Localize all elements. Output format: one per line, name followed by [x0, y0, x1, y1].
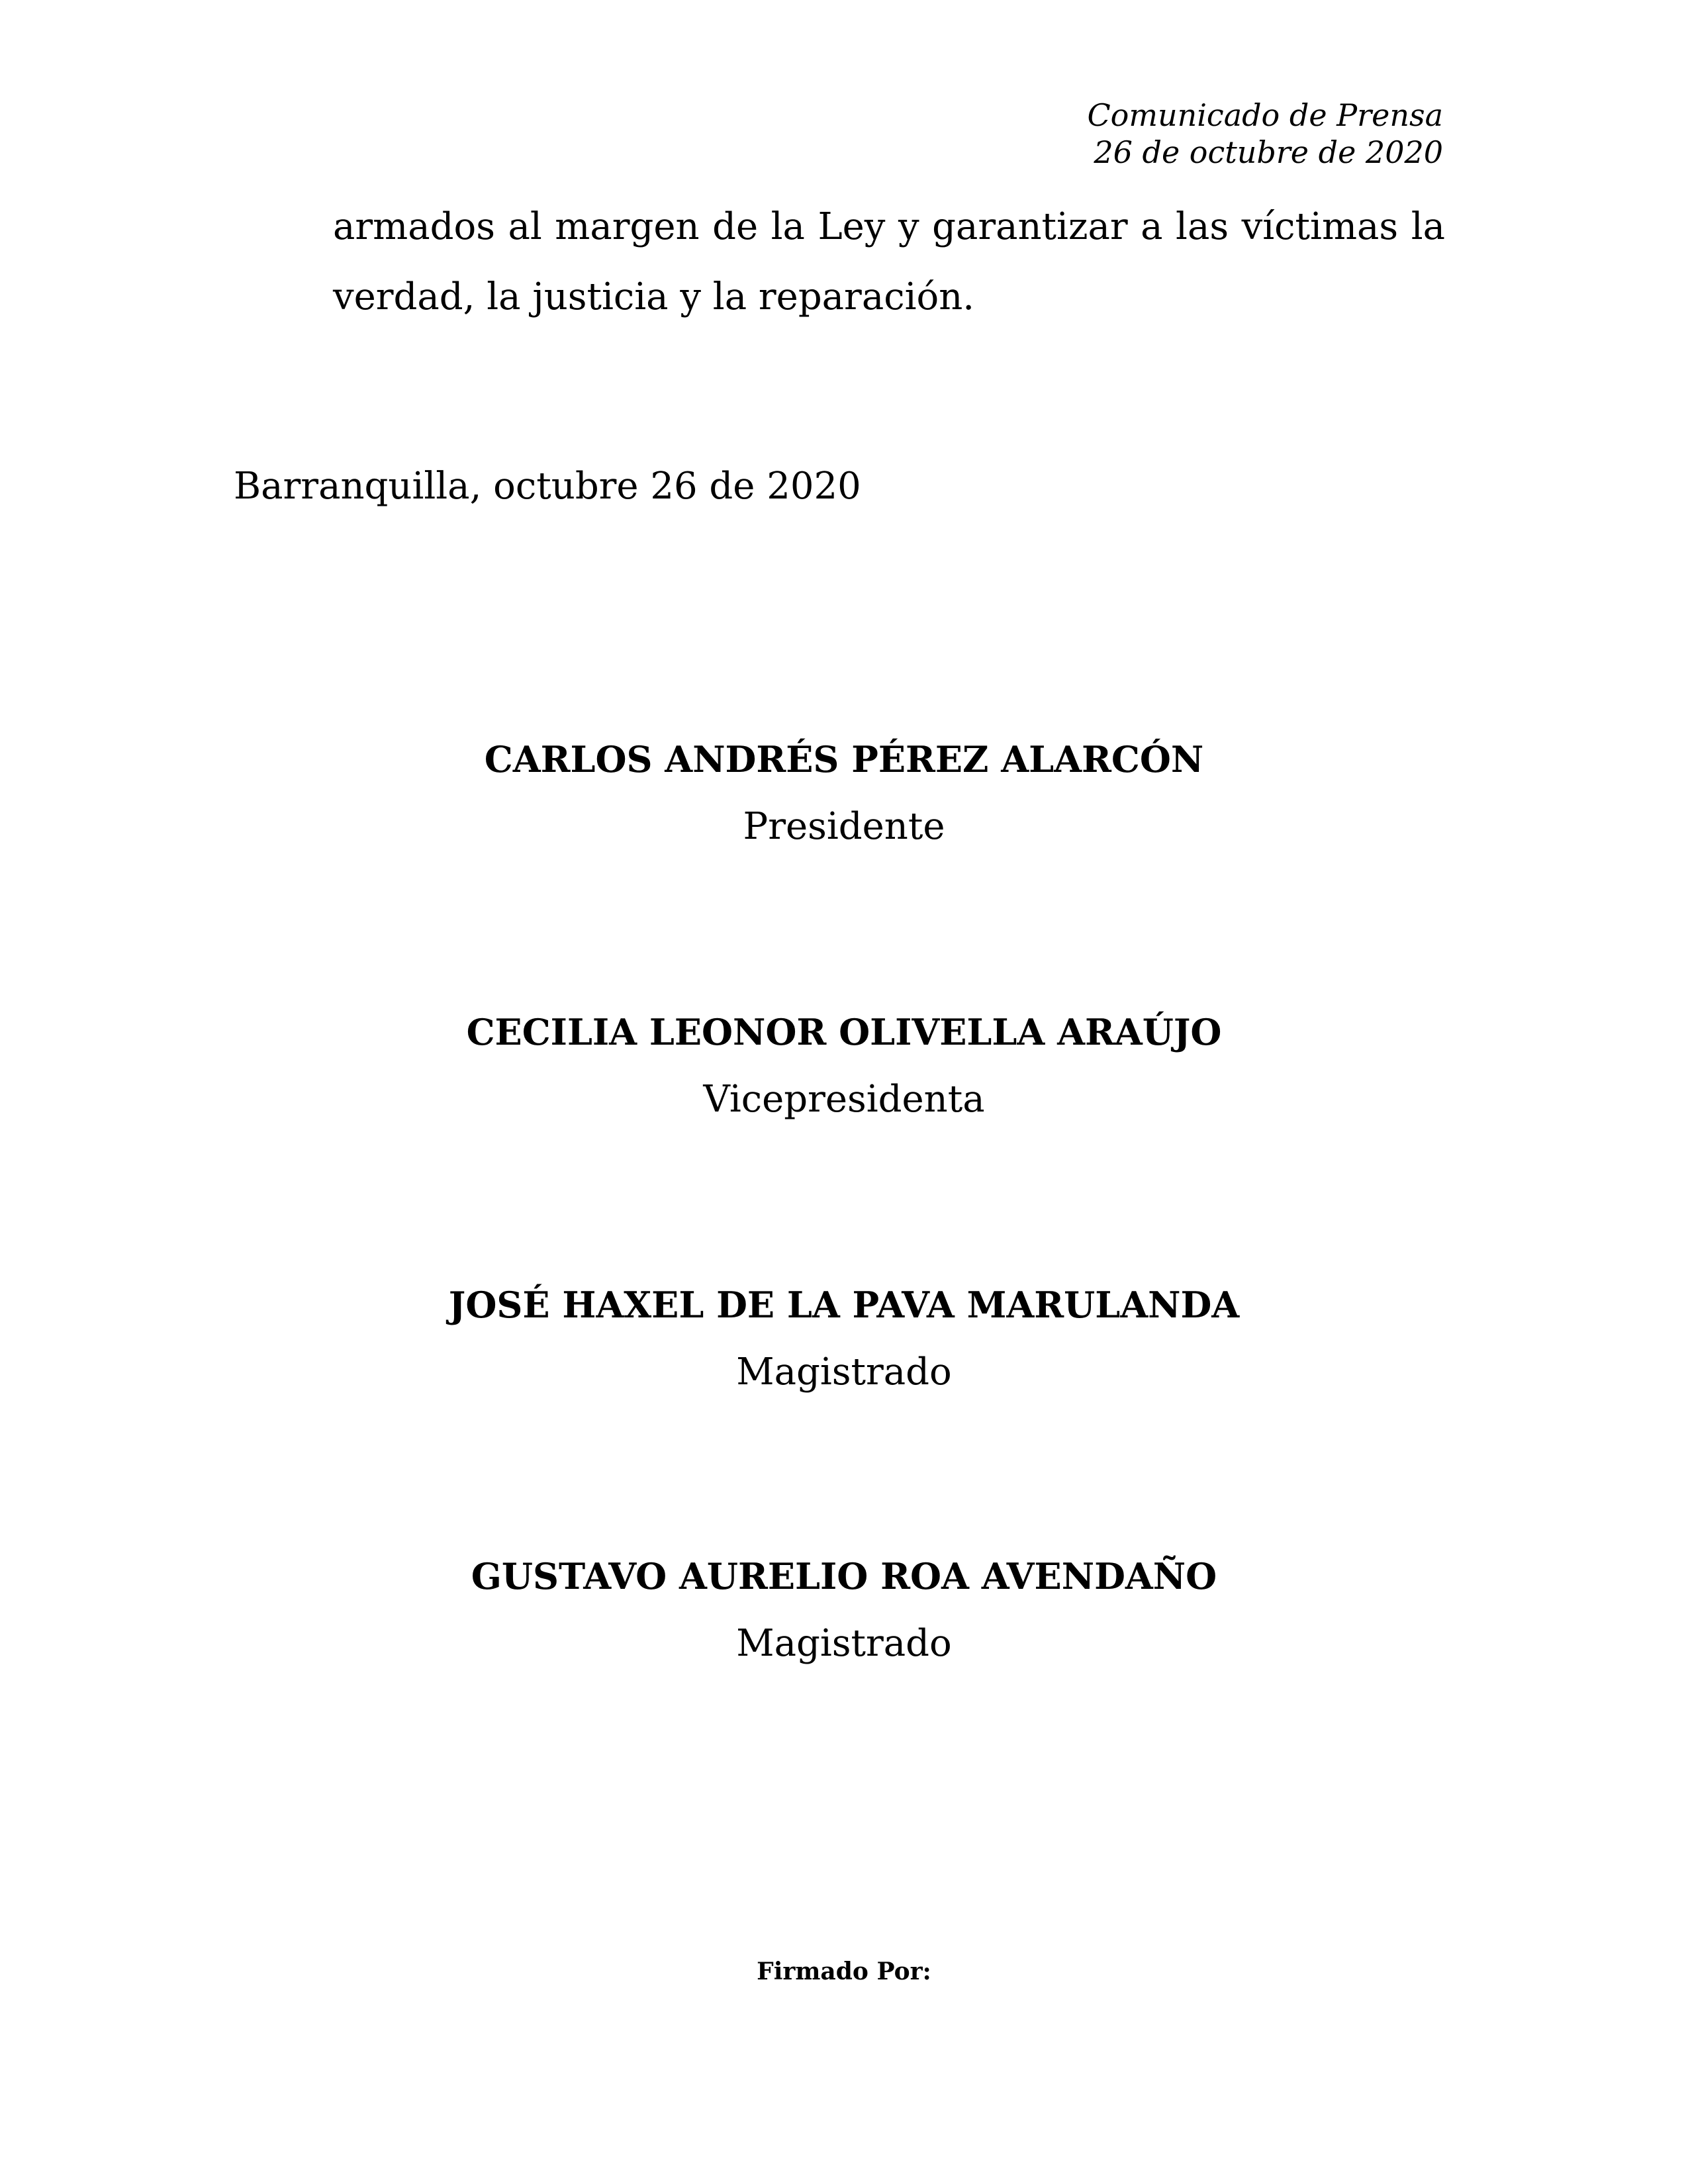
header-title: Comunicado de Prensa	[1087, 97, 1443, 133]
body-paragraph	[333, 192, 1445, 332]
signatory-block	[0, 1009, 1688, 1123]
signatory-block	[0, 1553, 1688, 1667]
signatory-name: CARLOS ANDRÉS PÉREZ ALARCÓN	[484, 738, 1204, 781]
body-line: verdad, la justicia y la reparación.	[333, 275, 975, 318]
signatory-role: Presidente	[743, 805, 945, 848]
signed-by-label: Firmado Por:	[757, 1958, 931, 1985]
signatory-name: JOSÉ HAXEL DE LA PAVA MARULANDA	[448, 1284, 1240, 1326]
place-and-date: Barranquilla, octubre 26 de 2020	[234, 465, 861, 508]
signatory-role: Vicepresidenta	[703, 1078, 985, 1121]
body-line: armados al margen de la Ley y garantizar a las víctimas la	[333, 205, 1445, 248]
signatory-name: CECILIA LEONOR OLIVELLA ARAÚJO	[466, 1011, 1222, 1053]
header-date: 26 de octubre de 2020	[1094, 134, 1443, 170]
signatory-role: Magistrado	[736, 1351, 952, 1394]
press-release-header	[1087, 97, 1443, 171]
signatory-block	[0, 1282, 1688, 1396]
signatory-role: Magistrado	[736, 1622, 952, 1665]
signatory-block	[0, 736, 1688, 850]
signatory-name: GUSTAVO AURELIO ROA AVENDAÑO	[471, 1555, 1217, 1597]
